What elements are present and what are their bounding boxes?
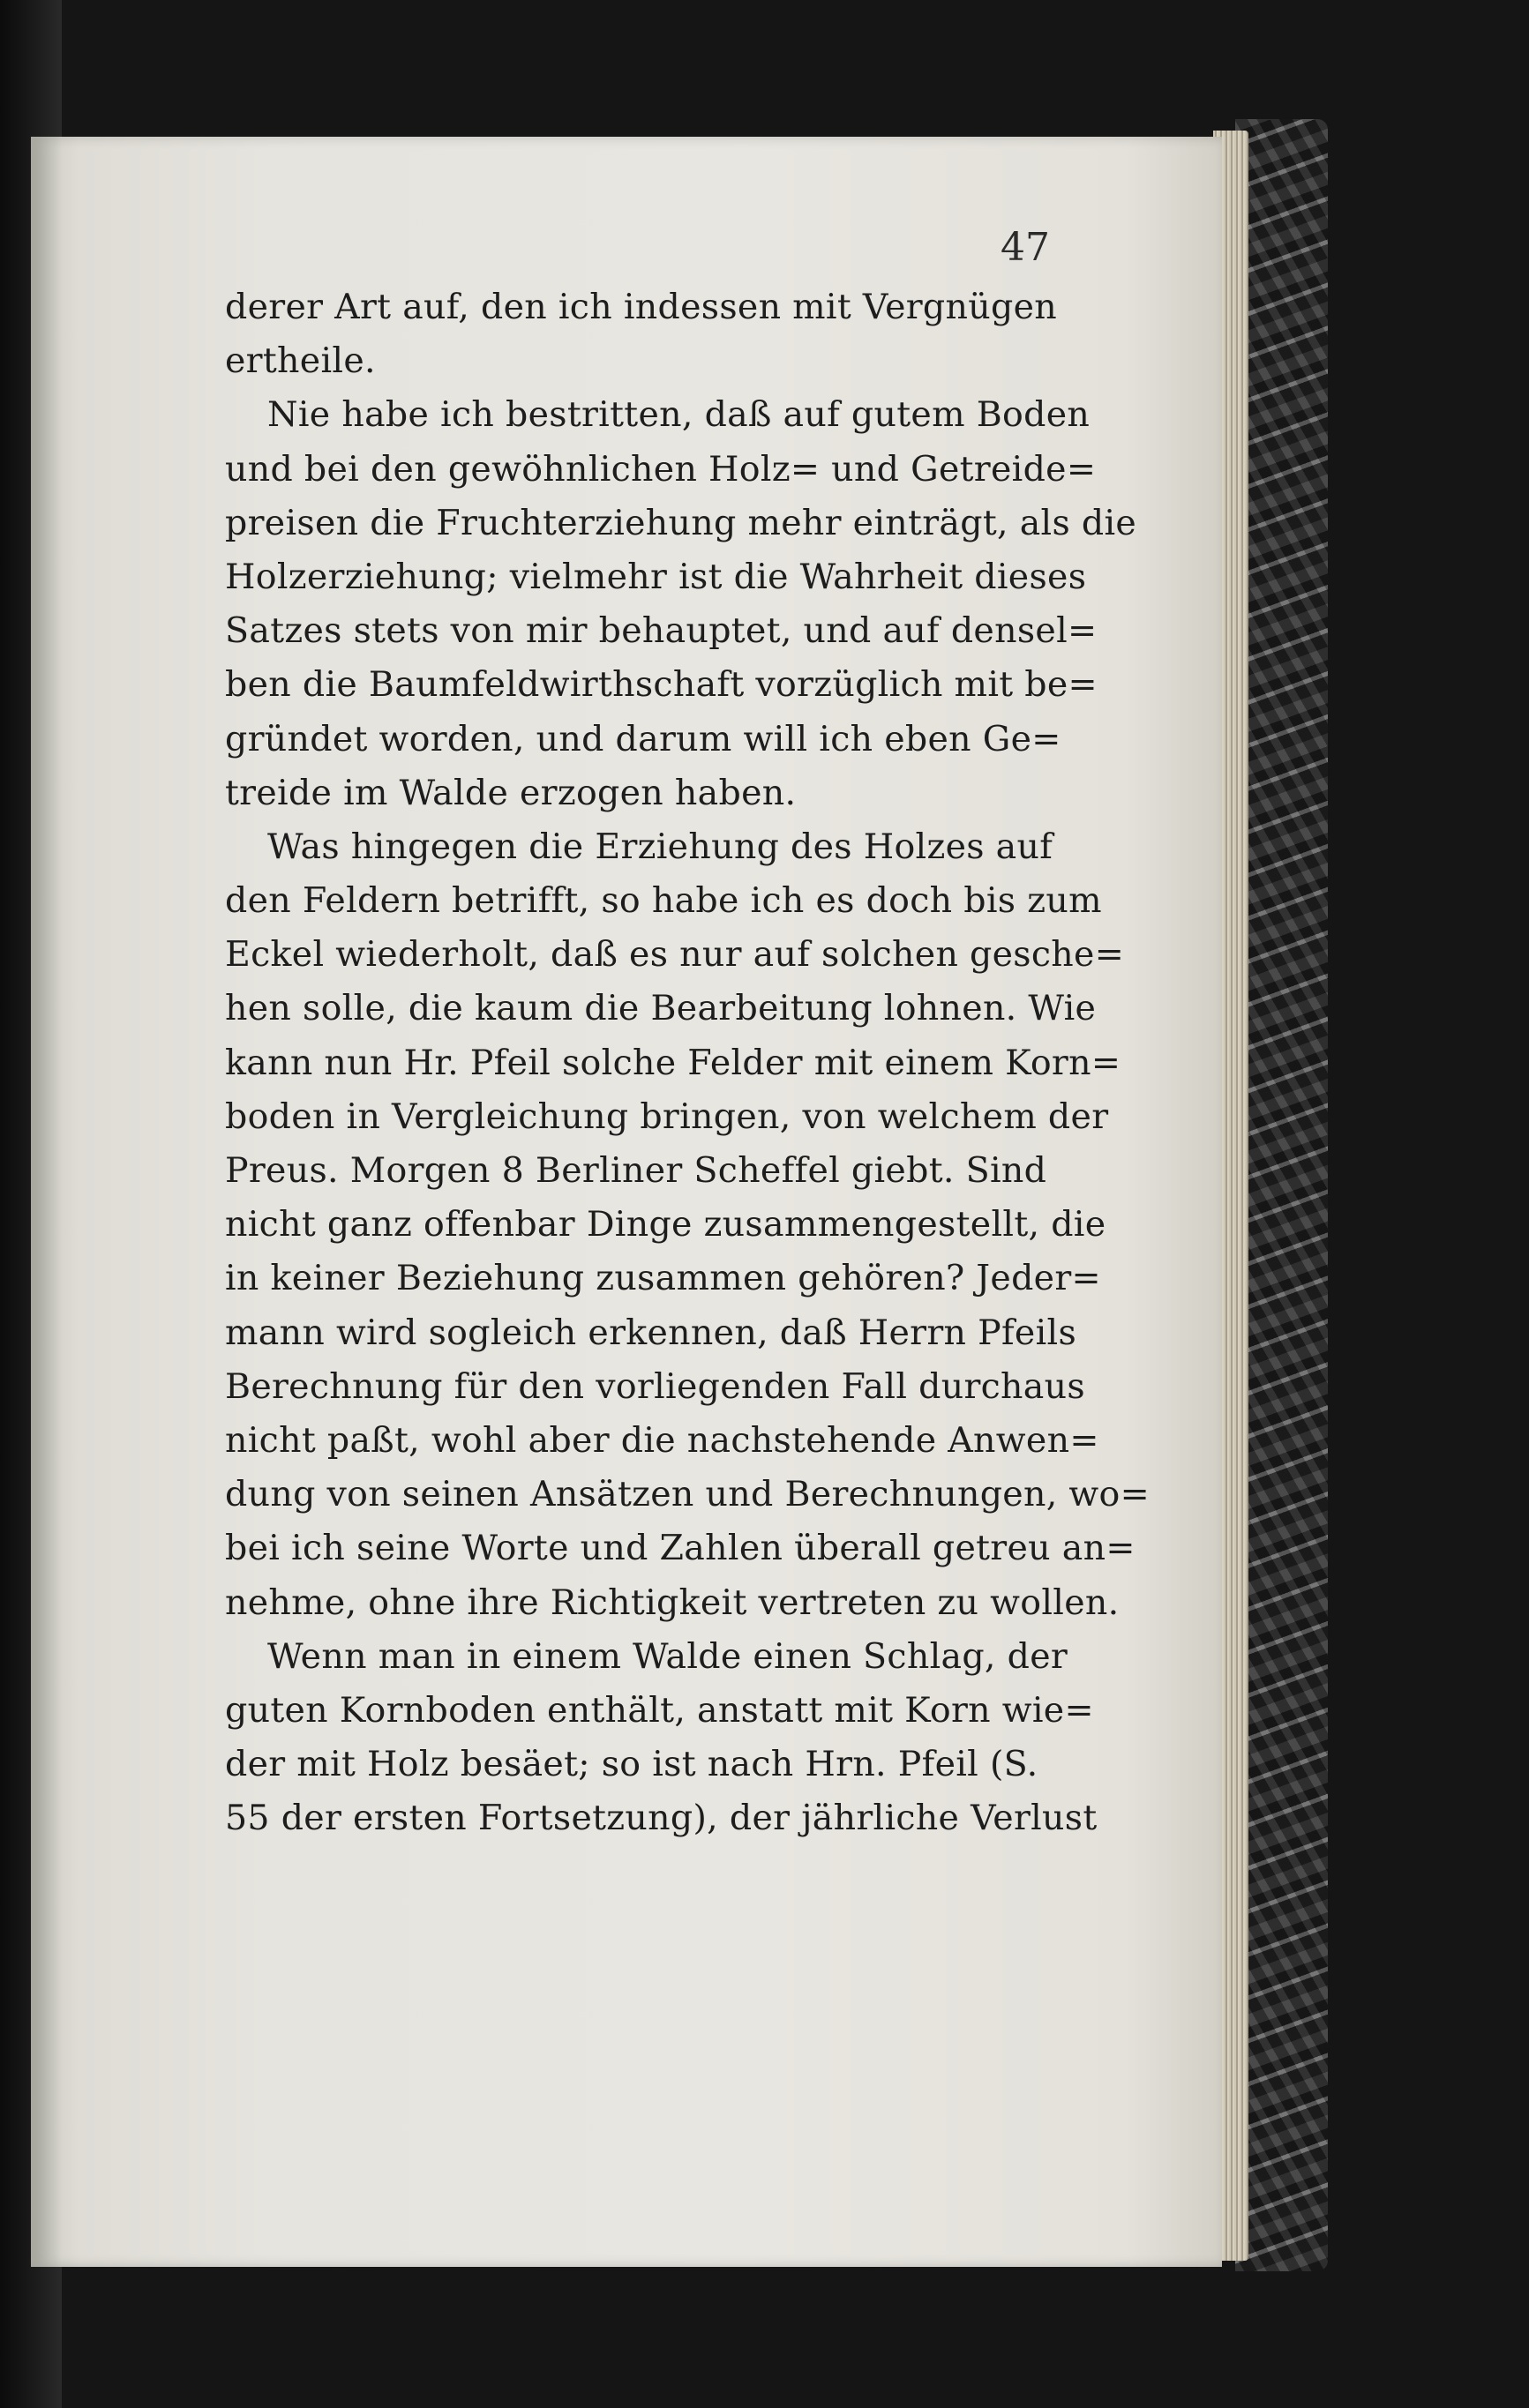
text-line: kann nun Hr. Pfeil solche Felder mit einem Korn=: [225, 1042, 1121, 1083]
text-line: Preus. Morgen 8 Berliner Scheffel giebt. Sind: [225, 1150, 1047, 1191]
text-line: Eckel wiederholt, daß es nur auf solchen gesche=: [225, 934, 1125, 976]
text-line: nicht paßt, wohl aber die nachstehende Anwen=: [225, 1419, 1099, 1461]
text-line: Holzerziehung; vielmehr ist die Wahrheit dieses: [225, 556, 1087, 597]
text-line: 55 der ersten Fortsetzung), der jährliche Verlust: [225, 1798, 1098, 1839]
text-line: Satzes stets von mir behauptet, und auf densel=: [225, 610, 1098, 652]
text-line: mann wird sogleich erkennen, daß Herrn Pfeils: [225, 1312, 1077, 1353]
text-line: dung von seinen Ansätzen und Berechnungen, wo=: [225, 1474, 1150, 1515]
text-line: Nie habe ich bestritten, daß auf gutem Boden: [267, 394, 1091, 436]
text-line: Berechnung für den vorliegenden Fall durchaus: [225, 1365, 1085, 1407]
text-line: hen solle, die kaum die Bearbeitung lohnen. Wie: [225, 988, 1097, 1029]
text-line: bei ich seine Worte und Zahlen überall getreu an=: [225, 1528, 1136, 1569]
text-line: guten Kornboden enthält, anstatt mit Korn wie=: [225, 1689, 1094, 1731]
text-line: derer Art auf, den ich indessen mit Vergnügen: [225, 287, 1058, 327]
text-line: Wenn man in einem Walde einen Schlag, der: [267, 1635, 1068, 1677]
page-number: 47: [1001, 225, 1050, 270]
text-line: treide im Walde erzogen haben.: [225, 772, 797, 813]
text-line: und bei den gewöhnlichen Holz= und Getreide=: [225, 448, 1097, 490]
text-line: ben die Baumfeldwirthschaft vorzüglich mit be=: [225, 664, 1098, 706]
text-line: nehme, ohne ihre Richtigkeit vertreten zu wollen.: [225, 1582, 1120, 1623]
marbled-cover: [1235, 119, 1328, 2271]
text-line: in keiner Beziehung zusammen gehören? Jeder=: [225, 1258, 1101, 1299]
text-line: der mit Holz besäet; so ist nach Hrn. Pfeil (S.: [225, 1744, 1038, 1785]
text-line: ertheile.: [225, 340, 376, 382]
text-line: preisen die Fruchterziehung mehr einträgt, als die: [225, 502, 1137, 543]
text-line: den Feldern betrifft, so habe ich es doch bis zum: [225, 880, 1102, 922]
page-text: [225, 280, 1150, 1845]
text-line: gründet worden, und darum will ich eben Ge=: [225, 718, 1061, 759]
text-line: boden in Vergleichung bringen, von welchem der: [225, 1096, 1109, 1137]
text-line: Was hingegen die Erziehung des Holzes auf: [267, 826, 1053, 867]
text-line: nicht ganz offenbar Dinge zusammengestellt, die: [225, 1204, 1106, 1245]
